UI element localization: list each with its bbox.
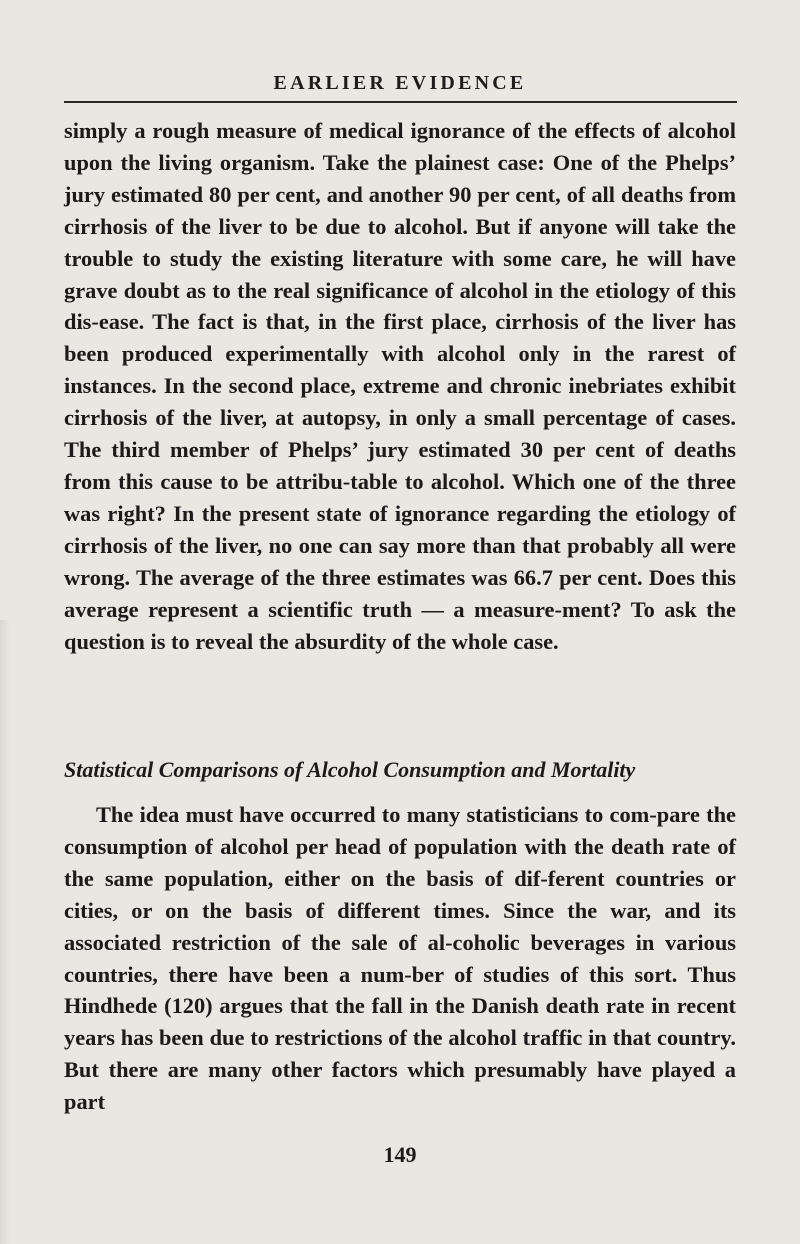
page-number: 149	[383, 1142, 417, 1167]
body-paragraph-2	[64, 799, 736, 1118]
paragraph-text: simply a rough measure of medical ignorance of the effects of alcohol upon the living organism. Take the plainest case: One of the Phelps’ jury estimated 80 per cent, and another 90 per cent, of all deaths from cirrhosis of the liver to be due to alcohol. But if anyone will take the trouble to study the existing literature with some care, he will have grave doubt as to the real significance of alcohol in the etiology of this dis-ease. The fact is that, in the first place, cirrhosis of the liver has been produced experimentally with alcohol only in the rarest of instances. In the second place, extreme and chronic inebriates exhibit cirrhosis of the liver, at autopsy, in only a small percentage of cases. The third member of Phelps’ jury estimated 30 per cent of deaths from this cause to be attribu-table to alcohol. Which one of the three was right? In the present state of ignorance regarding the etiology of cirrhosis of the liver, no one can say more than that probably all were wrong. The average of the three estimates was 66.7 per cent. Does this average represent a scientific truth — a measure-ment? To ask the question is to reveal the absurdity of the whole case.	[64, 118, 736, 654]
header-rule	[64, 101, 737, 103]
paragraph-text: The idea must have occurred to many statisticians to com-pare the consumption of alcohol per head of population with the death rate of the same population, either on the basis of dif-ferent countries or cities, or on the basis of different times. Since the war, and its associated restriction of the sale of al-coholic beverages in various countries, there have been a num-ber of studies of this sort. Thus Hindhede (120) argues that the fall in the Danish death rate in recent years has been due to restrictions of the alcohol traffic in that country. But there are many other factors which presumably have played a part	[64, 802, 736, 1115]
section-heading: Statistical Comparisons of Alcohol Consumption and Mortality	[64, 757, 636, 782]
running-head: EARLIER EVIDENCE	[273, 72, 527, 94]
body-paragraph-1	[64, 115, 736, 657]
